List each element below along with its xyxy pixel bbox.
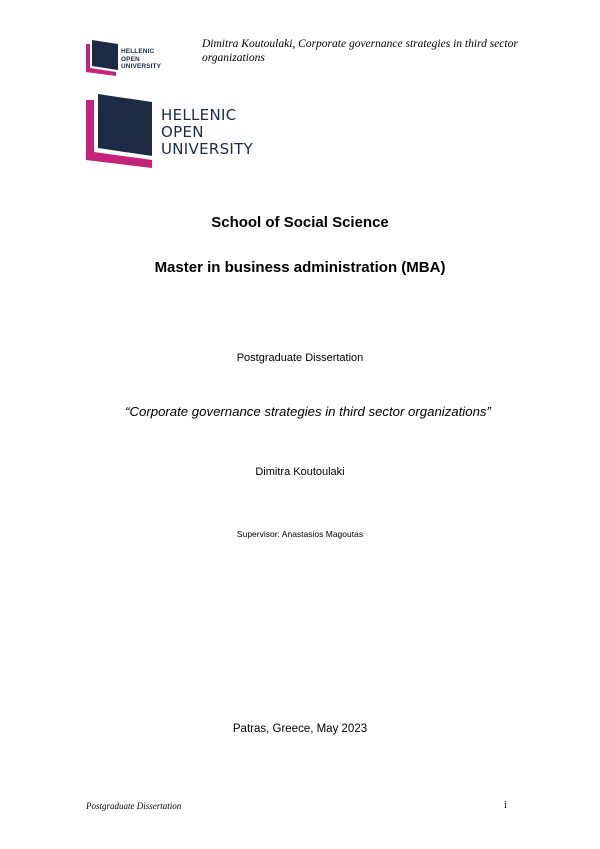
page-number: i: [504, 800, 507, 811]
header-logo-wordmark: [121, 48, 161, 71]
university-logo: [86, 94, 261, 168]
logo-line-3: UNIVERSITY: [161, 140, 254, 158]
footer-label: Postgraduate Dissertation: [86, 801, 182, 811]
supervisor-line: Supervisor: Anastasios Magoutas: [236, 529, 364, 539]
logo-mark: [86, 94, 156, 168]
header-university-logo: [86, 40, 168, 78]
header-logo-line-1: HELLENIC: [121, 48, 155, 55]
place-and-date: Patras, Greece, May 2023: [232, 723, 368, 735]
author-name: Dimitra Koutoulaki: [255, 466, 345, 478]
logo-line-1: HELLENIC: [161, 106, 237, 124]
header-logo-line-3: UNIVERSITY: [121, 63, 162, 70]
document-type: Postgraduate Dissertation: [236, 352, 364, 364]
running-header-title: Dimitra Koutoulaki, Corporate governance strategies in third sector organizations: [202, 38, 518, 64]
program-name: Master in business administration (MBA): [154, 259, 446, 276]
school-name: School of Social Science: [211, 214, 389, 231]
header-logo-line-2: OPEN: [121, 55, 140, 63]
header-logo-mark: [86, 40, 120, 76]
logo-line-2: OPEN: [161, 123, 204, 141]
dissertation-title: “Corporate governance strategies in third sector organizations”: [125, 404, 491, 419]
logo-wordmark: [161, 107, 253, 158]
